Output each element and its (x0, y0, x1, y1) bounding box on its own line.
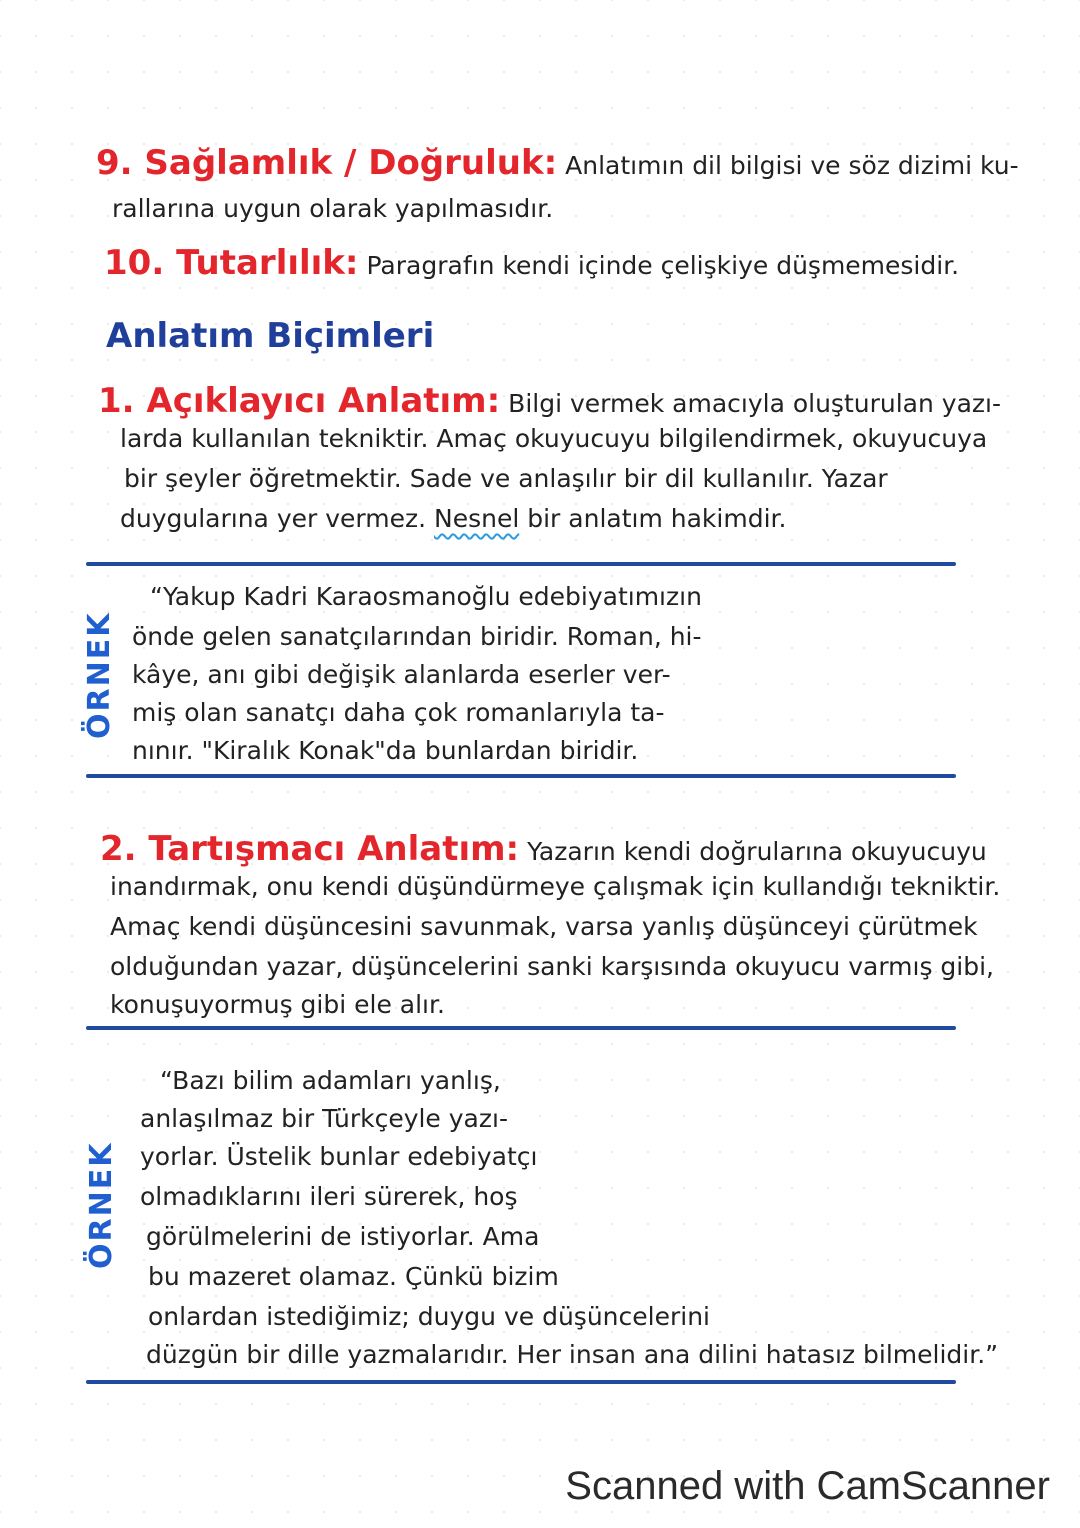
argumentative-row (100, 828, 987, 870)
divider-bottom-1 (86, 774, 956, 778)
example1-line-5: nınır. "Kiralık Konak"da bunlardan biridir. (132, 736, 639, 765)
explanatory-text-4-pre: duygularına yer vermez. (120, 504, 427, 533)
explanatory-text-4 (120, 502, 786, 536)
example1-line-3: kâye, anı gibi değişik alanlarda eserler ver- (132, 660, 671, 689)
argumentative-text-1: Yazarın kendi doğrularına okuyucuyu (527, 837, 987, 866)
item10-row (104, 242, 959, 284)
example2-line-8: düzgün bir dille yazmalarıdır. Her insan ana dilini hatasız bilmelidir.” (146, 1340, 999, 1369)
explanatory-text-1: Bilgi vermek amacıyla oluşturulan yazı- (508, 389, 1001, 418)
example2-line-7: onlardan istediğimiz; duygu ve düşüncelerini (148, 1302, 710, 1331)
divider-top-1 (86, 562, 956, 566)
item10-title: 10. Tutarlılık: (104, 243, 359, 283)
explanatory-text-3: bir şeyler öğretmektir. Sade ve anlaşılır bir dil kullanılır. Yazar (124, 464, 888, 493)
example2-line-2: anlaşılmaz bir Türkçeyle yazı- (140, 1104, 508, 1133)
divider-bottom-2 (86, 1380, 956, 1384)
example2-line-1: “Bazı bilim adamları yanlış, (160, 1066, 501, 1095)
explanatory-text-2: larda kullanılan tekniktir. Amaç okuyucuyu bilgilendirmek, okuyucuya (120, 424, 988, 453)
objective-highlight: Nesnel (434, 504, 520, 533)
argumentative-text-5: konuşuyormuş gibi ele alır. (110, 990, 445, 1019)
item9-title: 9. Sağlamlık / Doğruluk: (96, 143, 558, 183)
divider-top-2 (86, 1026, 956, 1030)
argumentative-title: 2. Tartışmacı Anlatım: (100, 829, 520, 869)
section-title: Anlatım Biçimleri (106, 316, 435, 356)
example1-line-2: önde gelen sanatçılarından biridir. Roman, hi- (132, 622, 702, 651)
example1-line-4: miş olan sanatçı daha çok romanlarıyla ta- (132, 698, 665, 727)
example1-label: ÖRNEK (82, 611, 117, 739)
argumentative-text-2: inandırmak, onu kendi düşündürmeye çalışmak için kullandığı tekniktir. (110, 872, 1001, 901)
explanatory-title: 1. Açıklayıcı Anlatım: (98, 381, 501, 421)
example2-label: ÖRNEK (84, 1141, 119, 1269)
explanatory-row (98, 380, 1001, 422)
example1-line-1: “Yakup Kadri Karaosmanoğlu edebiyatımızın (150, 582, 702, 611)
item10-text: Paragrafın kendi içinde çelişkiye düşmemesidir. (366, 251, 960, 280)
argumentative-text-3: Amaç kendi düşüncesini savunmak, varsa yanlış düşünceyi çürütmek (110, 912, 978, 941)
argumentative-text-4: olduğundan yazar, düşüncelerini sanki karşısında okuyucu varmış gibi, (110, 952, 995, 981)
item9-text-2: rallarına uygun olarak yapılmasıdır. (112, 194, 554, 223)
example2-line-3: yorlar. Üstelik bunlar edebiyatçı (140, 1142, 538, 1171)
example2-line-5: görülmelerini de istiyorlar. Ama (146, 1222, 540, 1251)
example2-line-6: bu mazeret olamaz. Çünkü bizim (148, 1262, 559, 1291)
item9-row (96, 142, 1019, 184)
example2-line-4: olmadıklarını ileri sürerek, hoş (140, 1182, 518, 1211)
camscanner-watermark: Scanned with CamScanner (565, 1464, 1050, 1508)
item9-text-1: Anlatımın dil bilgisi ve söz dizimi ku- (565, 151, 1019, 180)
explanatory-text-4-post: bir anlatım hakimdir. (527, 504, 787, 533)
